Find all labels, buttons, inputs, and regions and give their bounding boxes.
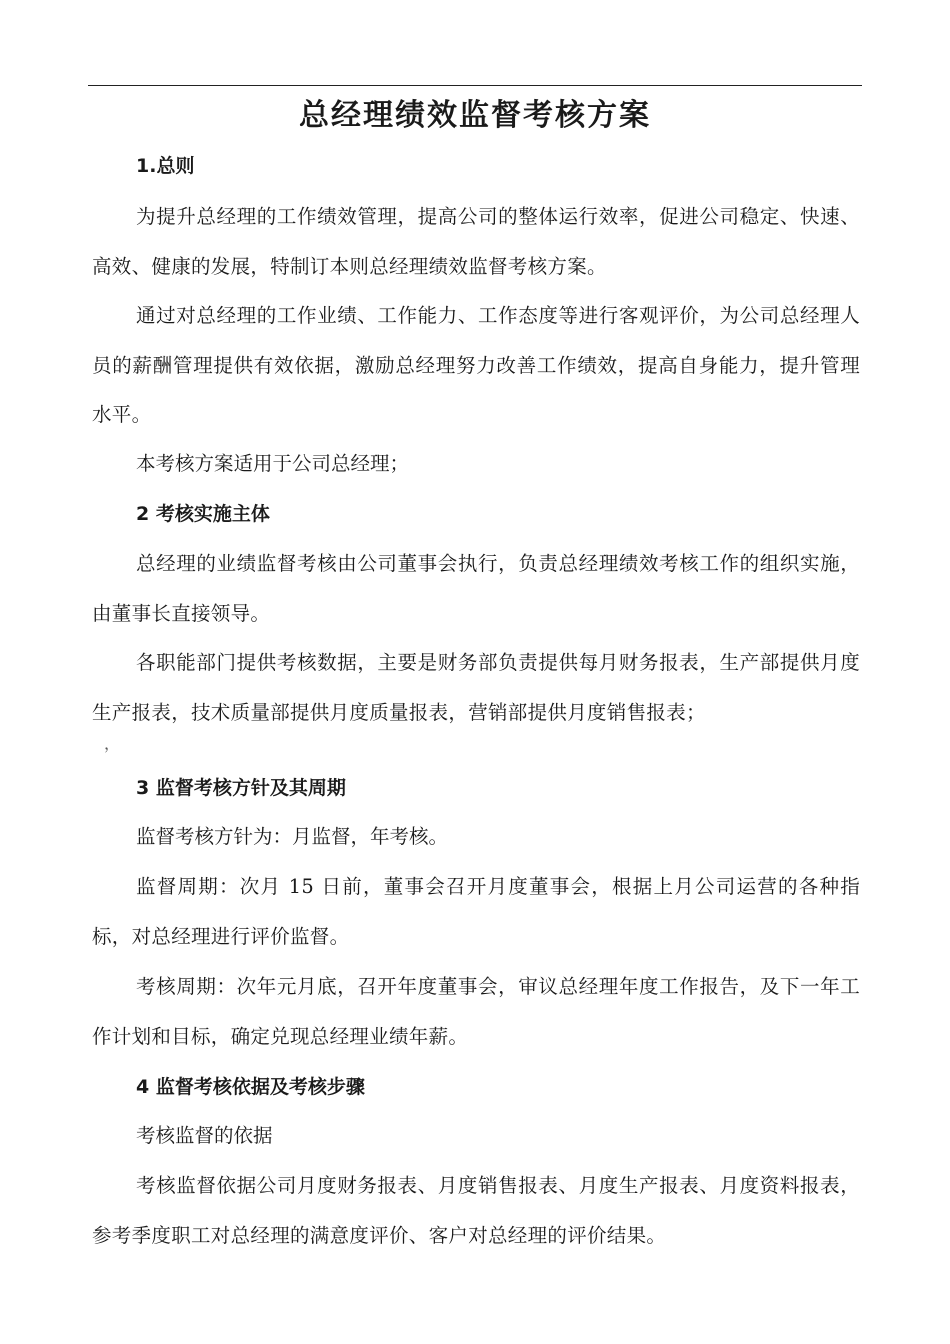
section-3-paragraph-2: 监督周期：次月 15 日前，董事会召开月度董事会，根据上月公司运营的各种指标，对总经理进行评价监督。 (92, 875, 860, 948)
section-4-paragraph-1: 考核监督的依据 (136, 1124, 273, 1147)
section-1-paragraph-2: 通过对总经理的工作业绩、工作能力、工作态度等进行客观评价，为公司总经理人员的薪酬管理提供有效依据，激励总经理努力改善工作绩效，提高自身能力，提升管理水平。 (92, 304, 860, 426)
section-3-paragraph-1: 监督考核方针为：月监督，年考核。 (136, 825, 449, 848)
header-rule (88, 85, 862, 86)
section-1-paragraph-1: 为提升总经理的工作绩效管理，提高公司的整体运行效率，促进公司稳定、快速、高效、健康的发展，特制订本则总经理绩效监督考核方案。 (92, 205, 860, 278)
section-2-paragraph-2: 各职能部门提供考核数据，主要是财务部负责提供每月财务报表，生产部提供月度生产报表，技术质量部提供月度质量报表，营销部提供月度销售报表； (92, 651, 860, 724)
section-3-paragraph-3: 考核周期：次年元月底，召开年度董事会，审议总经理年度工作报告，及下一年工作计划和目标，确定兑现总经理业绩年薪。 (92, 975, 860, 1048)
stray-mark: ， (104, 734, 121, 753)
section-2-heading: 2 考核实施主体 (136, 503, 270, 525)
section-2-paragraph-1: 总经理的业绩监督考核由公司董事会执行，负责总经理绩效考核工作的组织实施，由董事长直接领导。 (92, 552, 860, 625)
section-4-heading: 4 监督考核依据及考核步骤 (136, 1076, 365, 1098)
document-title: 总经理绩效监督考核方案 (299, 98, 651, 133)
section-3-heading: 3 监督考核方针及其周期 (136, 777, 346, 799)
section-1-heading: 1.总则 (136, 155, 195, 177)
section-4-paragraph-2: 考核监督依据公司月度财务报表、月度销售报表、月度生产报表、月度资料报表，参考季度职工对总经理的满意度评价、客户对总经理的评价结果。 (92, 1174, 860, 1247)
section-1-paragraph-3: 本考核方案适用于公司总经理； (136, 452, 410, 475)
